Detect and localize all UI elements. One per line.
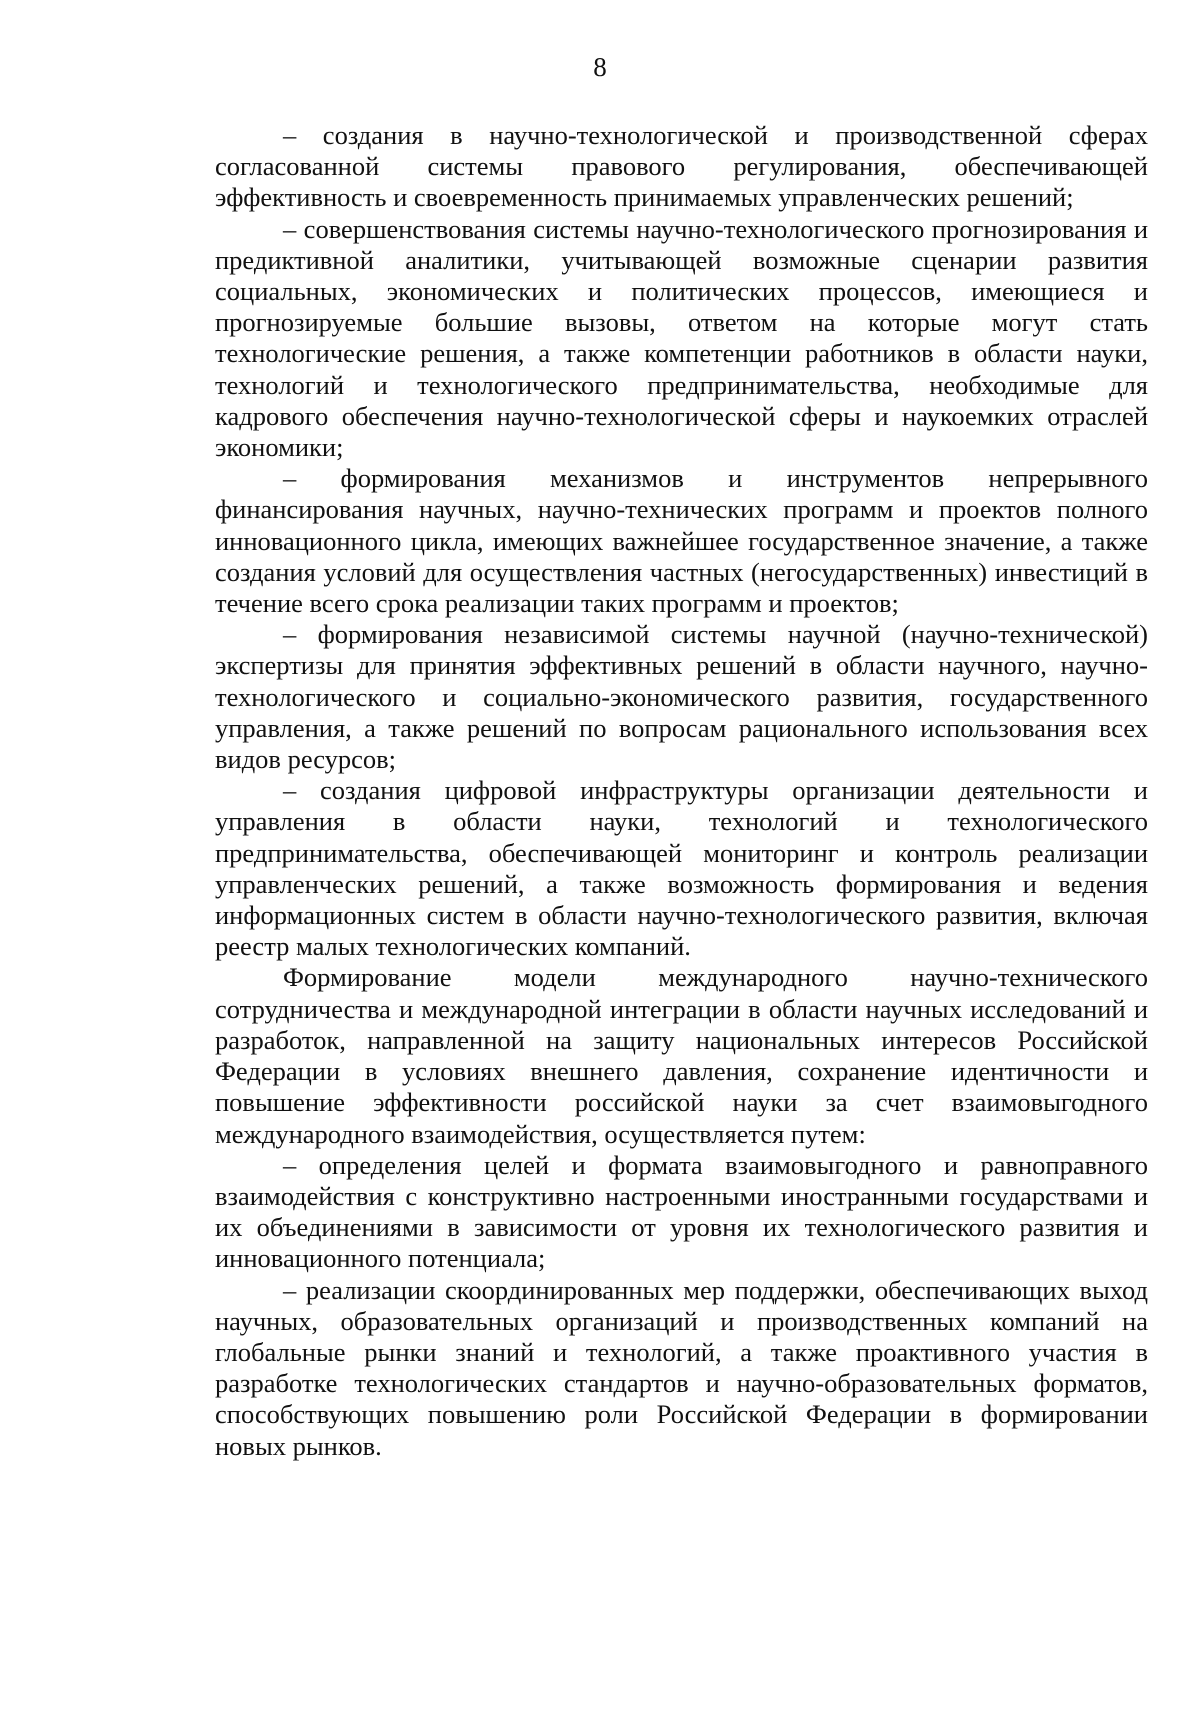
paragraph-financing: – формирования механизмов и инструментов непрерывного финансирования научных, научно-технических программ и проектов полного инновационного цикла, имеющих важнейшее государственное значение, а также создания условий для осуществления частных (негосударственных) инвестиций в течение всего срока реализации таких программ и проектов; xyxy=(215,463,1148,619)
paragraph-digital-infrastructure: – создания цифровой инфраструктуры организации деятельности и управления в области науки, технологий и технологического предпринимательства, обеспечивающей мониторинг и контроль реализации управленческих решений, а также возможность формирования и ведения информационных систем в области научно-технологического развития, включая реестр малых технологических компаний. xyxy=(215,775,1148,962)
paragraph-goals-format: – определения целей и формата взаимовыгодного и равноправного взаимодействия с конструктивно настроенными иностранными государствами и их объединениями в зависимости от уровня их технологического развития и инновационного потенциала; xyxy=(215,1149,1148,1274)
paragraph-global-markets: – реализации скоординированных мер поддержки, обеспечивающих выход научных, образовательных организаций и производственных компаний на глобальные рынки знаний и технологий, а также проактивного участия в разработке технологических стандартов и научно-образовательных форматов, способствующих повышению роли Российской Федерации в формировании новых рынков. xyxy=(215,1274,1148,1461)
paragraph-international-cooperation: Формирование модели международного научно-технического сотрудничества и международной интеграции в области научных исследований и разработок, направленной на защиту национальных интересов Российской Федерации в условиях внешнего давления, сохранение идентичности и повышение эффективности российской науки за счет взаимовыгодного международного взаимодействия, осуществляется путем: xyxy=(215,962,1148,1149)
paragraph-expertise: – формирования независимой системы научной (научно-технической) экспертизы для принятия эффективных решений в области научного, научно-технологического и социально-экономического развития, государственного управления, а также решений по вопросам рационального использования всех видов ресурсов; xyxy=(215,619,1148,775)
paragraph-legal-regulation: – создания в научно-технологической и производственной сферах согласованной системы правового регулирования, обеспечивающей эффективность и своевременность принимаемых управленческих решений; xyxy=(215,120,1148,213)
document-body xyxy=(215,120,1148,1462)
page-number: 8 xyxy=(593,52,607,82)
paragraph-forecasting: – совершенствования системы научно-технологического прогнозирования и предиктивной аналитики, учитывающей возможные сценарии развития социальных, экономических и политических процессов, имеющиеся и прогнозируемые большие вызовы, ответом на которые могут стать технологические решения, а также компетенции работников в области науки, технологий и технологического предпринимательства, необходимые для кадрового обеспечения научно-технологической сферы и наукоемких отраслей экономики; xyxy=(215,213,1148,463)
